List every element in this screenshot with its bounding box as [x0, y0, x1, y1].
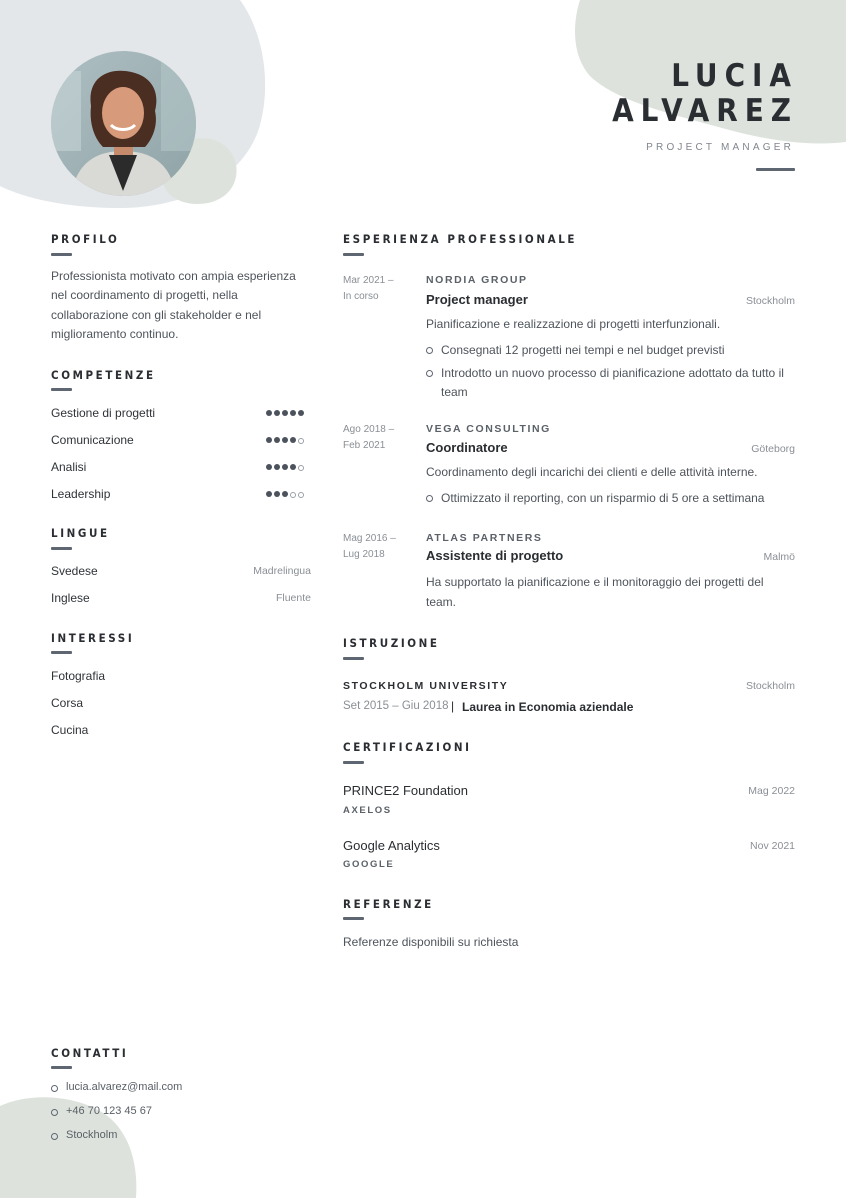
profile-rule [51, 253, 72, 256]
interest-item: Corsa [51, 696, 84, 710]
skill-rating [266, 491, 304, 498]
job-bullet: Ottimizzato il reporting, con un risparmio di 5 ore a settimana [441, 491, 765, 505]
certification-issuer: AXELOS [343, 805, 392, 816]
interests-rule [51, 651, 72, 654]
certification-date: Nov 2021 [750, 840, 795, 852]
job-description: Ha supportato la pianificazione e il monitoraggio dei progetti del [426, 575, 764, 589]
skill-rating [266, 437, 304, 444]
education-school: STOCKHOLM UNIVERSITY [343, 680, 509, 692]
circle-outline-icon [426, 495, 433, 502]
education-degree: Laurea in Economia aziendale [462, 700, 634, 714]
filled-circle-icon [298, 410, 304, 416]
filled-circle-icon [290, 464, 296, 470]
empty-circle-icon [298, 492, 304, 498]
skills-rule [51, 388, 72, 391]
profile-line-3: collaborazione con gli stakeholder e nel [51, 308, 262, 322]
contact-location: Stockholm [66, 1129, 118, 1141]
job-description: Pianificazione e realizzazione di progetti interfunzionali. [426, 317, 721, 331]
skill-name: Leadership [51, 487, 111, 501]
education-heading: ISTRUZIONE [343, 636, 440, 650]
filled-circle-icon [266, 410, 272, 416]
circle-outline-icon [426, 370, 433, 377]
languages-heading: LINGUE [51, 526, 110, 540]
certifications-heading: CERTIFICAZIONI [343, 740, 472, 754]
job-date-start: Mar 2021 – [343, 275, 394, 286]
filled-circle-icon [290, 410, 296, 416]
circle-outline-icon [51, 1133, 58, 1140]
job-company: VEGA CONSULTING [426, 423, 551, 435]
interest-item: Fotografia [51, 669, 106, 683]
job-bullet-cont: team [441, 385, 468, 399]
job-date-end: Lug 2018 [343, 549, 385, 560]
language-level: Madrelingua [253, 565, 311, 577]
filled-circle-icon [282, 437, 288, 443]
interest-item: Cucina [51, 723, 89, 737]
filled-circle-icon [274, 437, 280, 443]
contacts-heading: CONTATTI [51, 1046, 129, 1060]
skill-name: Analisi [51, 460, 87, 474]
references-rule [343, 917, 364, 920]
skill-rating [266, 464, 304, 471]
contact-email[interactable]: lucia.alvarez@mail.com [66, 1081, 183, 1093]
language-name: Svedese [51, 564, 98, 578]
languages-rule [51, 547, 72, 550]
certification-issuer: GOOGLE [343, 859, 395, 870]
certification-name: PRINCE2 Foundation [343, 783, 469, 798]
job-role: Coordinatore [426, 440, 508, 455]
education-separator: | [451, 699, 455, 713]
job-title: PROJECT MANAGER [646, 142, 794, 153]
certification-date: Mag 2022 [748, 785, 795, 797]
certification-name: Google Analytics [343, 838, 440, 853]
references-heading: REFERENZE [343, 897, 434, 911]
job-date-end: Feb 2021 [343, 440, 386, 451]
experience-heading: ESPERIENZA PROFESSIONALE [343, 232, 578, 246]
first-name: LUCIA [671, 58, 798, 94]
profile-line-2: nel coordinamento di progetti, nella [51, 288, 238, 302]
circle-outline-icon [51, 1109, 58, 1116]
skill-name: Comunicazione [51, 433, 134, 447]
job-bullet: Introdotto un nuovo processo di pianificazione adottato da tutto il [441, 366, 784, 380]
job-company: NORDIA GROUP [426, 274, 528, 286]
profile-line-1: Professionista motivato con ampia esperienza [51, 269, 296, 283]
circle-outline-icon [426, 347, 433, 354]
filled-circle-icon [274, 410, 280, 416]
profile-line-4: miglioramento continuo. [51, 327, 179, 341]
empty-circle-icon [290, 492, 296, 498]
circle-outline-icon [51, 1085, 58, 1092]
job-location: Stockholm [745, 295, 795, 307]
certifications-rule [343, 761, 364, 764]
filled-circle-icon [282, 410, 288, 416]
filled-circle-icon [282, 491, 288, 497]
filled-circle-icon [266, 491, 272, 497]
filled-circle-icon [266, 464, 272, 470]
job-description: Coordinamento degli incarichi dei clienti e delle attività interne. [426, 465, 758, 479]
education-rule [343, 657, 364, 660]
job-location: Malmö [763, 551, 795, 563]
filled-circle-icon [274, 491, 280, 497]
filled-circle-icon [282, 464, 288, 470]
job-role: Assistente di progetto [426, 548, 564, 563]
job-date-end: In corso [343, 291, 379, 302]
interests-heading: INTERESSI [51, 631, 135, 645]
job-description-cont: team. [426, 595, 457, 609]
experience-rule [343, 253, 364, 256]
education-location: Stockholm [745, 680, 795, 692]
job-company: ATLAS PARTNERS [426, 532, 543, 544]
job-bullet: Consegnati 12 progetti nei tempi e nel budget previsti [441, 343, 725, 357]
header-rule [756, 168, 795, 171]
language-name: Inglese [51, 591, 90, 605]
language-level: Fluente [275, 592, 311, 604]
profile-heading: PROFILO [51, 232, 120, 246]
job-role: Project manager [426, 292, 528, 307]
contacts-rule [51, 1066, 72, 1069]
last-name: ALVAREZ [612, 93, 798, 129]
education-dates: Set 2015 – Giu 2018 [343, 700, 449, 712]
job-date-start: Mag 2016 – [343, 533, 396, 544]
contact-phone[interactable]: +46 70 123 45 67 [66, 1105, 152, 1117]
skills-heading: COMPETENZE [51, 368, 156, 382]
skill-rating [266, 410, 304, 416]
empty-circle-icon [298, 438, 304, 444]
references-text: Referenze disponibili su richiesta [343, 935, 519, 949]
skill-name: Gestione di progetti [51, 406, 156, 420]
job-date-start: Ago 2018 – [343, 424, 395, 435]
job-location: Göteborg [751, 443, 795, 455]
profile-photo [51, 51, 196, 196]
filled-circle-icon [274, 464, 280, 470]
filled-circle-icon [290, 437, 296, 443]
empty-circle-icon [298, 465, 304, 471]
filled-circle-icon [266, 437, 272, 443]
